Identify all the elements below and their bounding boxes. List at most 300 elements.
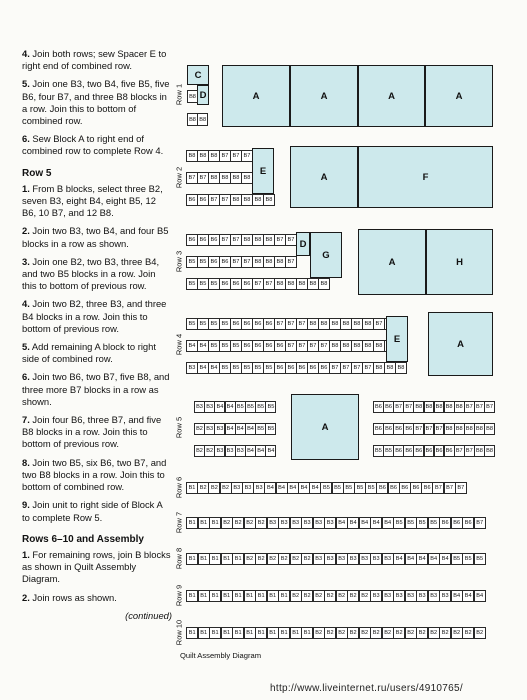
block-cell: B3 xyxy=(186,362,198,374)
block-cell: B1 xyxy=(255,627,267,639)
block-cell: B7 xyxy=(252,278,264,290)
block-cell: B6 xyxy=(383,401,394,413)
step-text: Join one B3, two B4, five B5, five B6, four B7, and three B8 blocks in a row. Join this to bottom of combined row. xyxy=(22,78,170,127)
block-cell: B4 xyxy=(255,445,266,457)
block-cell: B6 xyxy=(439,517,451,529)
block-cell: B8 xyxy=(362,318,374,330)
block-cell: B5 xyxy=(208,278,220,290)
block-cell: B8 xyxy=(484,423,495,435)
block-cell: B5 xyxy=(265,423,276,435)
step-text: Join two B6, two B7, five B8, and three more B7 blocks in a row as shown. xyxy=(22,371,170,407)
block-cell: B6 xyxy=(274,362,286,374)
block-cell: B2 xyxy=(220,482,232,494)
block-a: A xyxy=(290,146,358,208)
block-cell: B8 xyxy=(444,423,455,435)
block-cell: B1 xyxy=(198,553,210,565)
block-cell: B7 xyxy=(393,401,404,413)
block-cell: B2 xyxy=(221,517,233,529)
block-cell: B4 xyxy=(197,340,209,352)
block-cell: B5 xyxy=(197,318,209,330)
block-cell: B5 xyxy=(186,278,198,290)
block-cell: B8 xyxy=(474,423,485,435)
block-cell: B6 xyxy=(388,482,400,494)
block-cell: B8 xyxy=(241,172,253,184)
block-cell: B8 xyxy=(484,445,495,457)
block-cell: B8 xyxy=(208,150,220,162)
block-cell: B2 xyxy=(382,627,394,639)
block-cell: B2 xyxy=(301,553,313,565)
row-label: Row 10 xyxy=(174,619,184,646)
block-h: H xyxy=(426,229,493,295)
block-cell: B5 xyxy=(219,362,231,374)
block-cell: B1 xyxy=(221,627,233,639)
block-cell: B8 xyxy=(424,401,435,413)
block-cell: B3 xyxy=(253,482,265,494)
block-cell: B7 xyxy=(474,401,485,413)
block-cell: B1 xyxy=(232,627,244,639)
block-cell: B5 xyxy=(265,401,276,413)
block-cell: B2 xyxy=(451,627,463,639)
block-cell: B4 xyxy=(474,590,486,602)
block-cell: B1 xyxy=(186,517,198,529)
block-cell: B2 xyxy=(244,553,256,565)
block-cell: B5 xyxy=(383,445,394,457)
block-cell: B4 xyxy=(287,482,299,494)
step-number: 8. xyxy=(22,456,30,468)
block-cell: B2 xyxy=(462,627,474,639)
block-cell: B8 xyxy=(384,362,396,374)
block-cell: B5 xyxy=(219,318,231,330)
block-cell: B3 xyxy=(214,423,225,435)
block-cell: B7 xyxy=(230,234,242,246)
block-cell: B7 xyxy=(307,340,319,352)
block-cell: B7 xyxy=(296,340,308,352)
block-cell: B6 xyxy=(274,340,286,352)
block-a: A xyxy=(290,65,358,127)
block-cell: B5 xyxy=(320,482,332,494)
block-a: A xyxy=(291,394,359,460)
block-cell: B8 xyxy=(285,278,297,290)
step-text: Join four B6, three B7, and five B8 blocks in a row. Join this to bottom of previous row. xyxy=(22,414,162,450)
block-cell: B7 xyxy=(413,423,424,435)
block-cell: B8 xyxy=(186,150,198,162)
diagram-caption: Quilt Assembly Diagram xyxy=(180,651,262,660)
row-label: Row 2 xyxy=(174,166,184,189)
block-cell: B2 xyxy=(324,627,336,639)
block-cell: B7 xyxy=(454,445,465,457)
block-cell: B5 xyxy=(474,553,486,565)
block-cell: B3 xyxy=(290,517,302,529)
block-cell: B2 xyxy=(244,517,256,529)
block-cell: B6 xyxy=(399,482,411,494)
block-cell: B6 xyxy=(376,482,388,494)
block-cell: B1 xyxy=(267,627,279,639)
block-cell: B1 xyxy=(198,627,210,639)
block-cell: B6 xyxy=(393,445,404,457)
block-cell: B5 xyxy=(197,278,209,290)
block-cell: B1 xyxy=(244,590,256,602)
block-cell: B1 xyxy=(278,590,290,602)
block-cell: B7 xyxy=(263,278,275,290)
block-cell: B7 xyxy=(274,234,286,246)
block-cell: B5 xyxy=(428,517,440,529)
block-cell: B7 xyxy=(230,150,242,162)
block-cell: B2 xyxy=(336,590,348,602)
block-cell: B7 xyxy=(373,318,385,330)
block-cell: B6 xyxy=(208,256,220,268)
block-cell: B8 xyxy=(263,256,275,268)
spacer-block-g: G xyxy=(310,232,342,278)
block-cell: B8 xyxy=(230,172,242,184)
block-cell: B6 xyxy=(393,423,404,435)
block-cell: B3 xyxy=(347,553,359,565)
block-cell: B4 xyxy=(309,482,321,494)
block-cell: B3 xyxy=(416,590,428,602)
step-text: Join two B3, two B4, and four B5 blocks in a row as shown. xyxy=(22,225,169,249)
block-cell: B8 xyxy=(252,194,264,206)
block-cell: B4 xyxy=(265,445,276,457)
block-cell: B8 xyxy=(454,401,465,413)
block-cell: B7 xyxy=(329,362,341,374)
block-cell: B6 xyxy=(307,362,319,374)
block-cell: B5 xyxy=(354,482,366,494)
block-cell: B7 xyxy=(484,401,495,413)
block-cell: B2 xyxy=(204,445,215,457)
step-number: 2. xyxy=(22,225,30,237)
block-cell: B2 xyxy=(393,627,405,639)
step-text: Join two B5, six B6, two B7, and two B8 blocks in a row. Join this to bottom of combined row. xyxy=(22,456,167,493)
block-cell: B4 xyxy=(382,517,394,529)
block-cell: B4 xyxy=(264,482,276,494)
block-cell: B6 xyxy=(241,318,253,330)
block-cell: B7 xyxy=(285,318,297,330)
block-cell: B5 xyxy=(245,401,256,413)
rows6-10-heading: Rows 6–10 and Assembly xyxy=(22,533,144,545)
block-cell: B3 xyxy=(301,517,313,529)
block-a: A xyxy=(222,65,290,127)
block-cell: B6 xyxy=(421,482,433,494)
block-cell: B7 xyxy=(241,150,253,162)
block-cell: B4 xyxy=(276,482,288,494)
block-cell: B2 xyxy=(347,627,359,639)
block-cell: B2 xyxy=(255,553,267,565)
block-cell: B4 xyxy=(462,590,474,602)
block-cell: B5 xyxy=(451,553,463,565)
block-cell: B7 xyxy=(230,256,242,268)
block-a: A xyxy=(358,65,425,127)
block-cell: B8 xyxy=(263,194,275,206)
block-cell: B6 xyxy=(413,445,424,457)
block-cell: B2 xyxy=(197,482,209,494)
block-cell: B6 xyxy=(263,318,275,330)
block-cell: B5 xyxy=(186,318,198,330)
block-cell: B1 xyxy=(198,590,210,602)
block-cell: B8 xyxy=(413,401,424,413)
block-cell: B6 xyxy=(444,445,455,457)
block-cell: B6 xyxy=(208,234,220,246)
block-cell: B1 xyxy=(209,627,221,639)
block-cell: B4 xyxy=(393,553,405,565)
block-cell: B8 xyxy=(187,90,198,103)
block-cell: B2 xyxy=(208,482,220,494)
block-cell: B8 xyxy=(434,401,445,413)
block-cell: B4 xyxy=(245,445,256,457)
row-label: Row 6 xyxy=(174,476,184,499)
spacer-block-c: C xyxy=(187,65,209,85)
block-cell: B6 xyxy=(186,234,198,246)
block-cell: B8 xyxy=(373,362,385,374)
block-cell: B1 xyxy=(186,553,198,565)
step-number: 5. xyxy=(22,341,30,353)
block-cell: B6 xyxy=(186,194,198,206)
block-cell: B1 xyxy=(221,590,233,602)
block-cell: B5 xyxy=(255,423,266,435)
block-cell: B4 xyxy=(359,517,371,529)
step-number: 2. xyxy=(22,591,30,603)
block-cell: B5 xyxy=(208,318,220,330)
step-number: 4. xyxy=(22,298,30,310)
block-cell: B5 xyxy=(393,517,405,529)
block-cell: B3 xyxy=(242,482,254,494)
block-cell: B3 xyxy=(235,445,246,457)
block-cell: B4 xyxy=(298,482,310,494)
block-cell: B3 xyxy=(324,553,336,565)
block-cell: B4 xyxy=(245,423,256,435)
block-cell: B3 xyxy=(370,590,382,602)
block-cell: B5 xyxy=(230,340,242,352)
block-cell: B6 xyxy=(296,362,308,374)
step-number: 9. xyxy=(22,499,30,511)
spacer-block-e: E xyxy=(252,148,274,194)
block-cell: B8 xyxy=(219,172,231,184)
step-text: Join two B2, three B3, and three B4 blocks in a row. Join this to bottom of previous row. xyxy=(22,298,167,334)
block-cell: B7 xyxy=(474,517,486,529)
block-cell: B6 xyxy=(252,318,264,330)
block-cell: B7 xyxy=(285,340,297,352)
block-cell: B6 xyxy=(451,517,463,529)
step-number: 3. xyxy=(22,255,30,267)
block-cell: B6 xyxy=(252,340,264,352)
block-cell: B8 xyxy=(340,340,352,352)
block-cell: B8 xyxy=(318,278,330,290)
block-cell: B1 xyxy=(209,590,221,602)
row-label: Row 8 xyxy=(174,547,184,570)
block-cell: B7 xyxy=(432,482,444,494)
block-cell: B4 xyxy=(428,553,440,565)
block-cell: B8 xyxy=(187,113,198,126)
block-cell: B5 xyxy=(263,362,275,374)
block-cell: B8 xyxy=(464,423,475,435)
block-cell: B3 xyxy=(313,517,325,529)
block-cell: B6 xyxy=(373,423,384,435)
block-cell: B7 xyxy=(219,234,231,246)
block-cell: B3 xyxy=(393,590,405,602)
block-cell: B6 xyxy=(410,482,422,494)
block-cell: B2 xyxy=(370,627,382,639)
block-cell: B3 xyxy=(382,553,394,565)
block-cell: B2 xyxy=(474,627,486,639)
block-cell: B6 xyxy=(230,318,242,330)
block-cell: B8 xyxy=(208,172,220,184)
block-cell: B1 xyxy=(186,482,198,494)
block-cell: B2 xyxy=(290,590,302,602)
block-cell: B6 xyxy=(462,517,474,529)
block-cell: B4 xyxy=(347,517,359,529)
block-cell: B2 xyxy=(439,627,451,639)
block-cell: B4 xyxy=(225,423,236,435)
block-cell: B1 xyxy=(198,517,210,529)
block-cell: B3 xyxy=(405,590,417,602)
block-cell: B6 xyxy=(383,423,394,435)
block-cell: B2 xyxy=(278,553,290,565)
block-cell: B8 xyxy=(307,318,319,330)
block-cell: B5 xyxy=(252,362,264,374)
block-cell: B5 xyxy=(255,401,266,413)
block-cell: B3 xyxy=(231,482,243,494)
block-cell: B7 xyxy=(241,256,253,268)
block-f: F xyxy=(358,146,493,208)
step-text: Add remaining A block to right side of combined row. xyxy=(22,341,156,365)
step-text: Join one B2, two B3, three B4, and two B5 blocks in a row. Join this to bottom of previous row. xyxy=(22,255,160,292)
block-cell: B4 xyxy=(370,517,382,529)
block-cell: B6 xyxy=(219,278,231,290)
block-cell: B6 xyxy=(197,234,209,246)
block-cell: B1 xyxy=(232,553,244,565)
block-cell: B3 xyxy=(428,590,440,602)
block-cell: B4 xyxy=(225,401,236,413)
block-cell: B3 xyxy=(194,401,205,413)
block-cell: B2 xyxy=(359,590,371,602)
block-cell: B7 xyxy=(274,318,286,330)
block-cell: B6 xyxy=(424,445,435,457)
block-cell: B5 xyxy=(332,482,344,494)
block-cell: B2 xyxy=(267,553,279,565)
block-cell: B2 xyxy=(416,627,428,639)
block-cell: B5 xyxy=(208,340,220,352)
block-cell: B6 xyxy=(241,340,253,352)
block-cell: B1 xyxy=(232,590,244,602)
block-cell: B7 xyxy=(197,172,209,184)
continued-note: (continued) xyxy=(125,609,172,621)
block-cell: B3 xyxy=(278,517,290,529)
row-label: Row 3 xyxy=(174,250,184,273)
block-cell: B4 xyxy=(208,362,220,374)
block-cell: B5 xyxy=(416,517,428,529)
block-cell: B4 xyxy=(451,590,463,602)
block-cell: B5 xyxy=(365,482,377,494)
block-cell: B8 xyxy=(454,423,465,435)
block-cell: B7 xyxy=(444,482,456,494)
block-cell: B4 xyxy=(214,401,225,413)
block-cell: B1 xyxy=(267,590,279,602)
block-cell: B8 xyxy=(296,278,308,290)
block-cell: B7 xyxy=(219,150,231,162)
block-cell: B7 xyxy=(219,194,231,206)
step-number: 1. xyxy=(22,182,30,194)
block-cell: B2 xyxy=(290,553,302,565)
block-cell: B8 xyxy=(340,318,352,330)
block-cell: B6 xyxy=(241,278,253,290)
block-cell: B4 xyxy=(439,553,451,565)
row-label: Row 1 xyxy=(174,83,184,106)
block-cell: B8 xyxy=(252,234,264,246)
block-cell: B3 xyxy=(204,401,215,413)
block-cell: B6 xyxy=(219,256,231,268)
spacer-block-d: D xyxy=(197,85,209,105)
block-cell: B7 xyxy=(424,423,435,435)
block-cell: B3 xyxy=(267,517,279,529)
step-number: 4. xyxy=(22,48,30,59)
block-cell: B3 xyxy=(336,553,348,565)
block-cell: B3 xyxy=(225,445,236,457)
block-cell: B5 xyxy=(405,517,417,529)
block-a: A xyxy=(358,229,426,295)
block-cell: B8 xyxy=(197,150,209,162)
block-cell: B4 xyxy=(235,423,246,435)
block-cell: B8 xyxy=(241,194,253,206)
step-text: Sew Block A to right end of combined row to complete Row 4. xyxy=(22,133,164,157)
block-cell: B7 xyxy=(464,445,475,457)
block-cell: B1 xyxy=(186,590,198,602)
step-number: 6. xyxy=(22,371,30,383)
step-text: Join rows as shown. xyxy=(29,591,117,603)
block-cell: B5 xyxy=(462,553,474,565)
block-cell: B7 xyxy=(351,362,363,374)
step-text: Join both rows; sew Spacer E to right end of combined row. xyxy=(22,48,167,72)
block-cell: B3 xyxy=(214,445,225,457)
block-cell: B8 xyxy=(241,234,253,246)
block-cell: B6 xyxy=(263,340,275,352)
block-cell: B8 xyxy=(274,278,286,290)
block-cell: B2 xyxy=(336,627,348,639)
block-cell: B8 xyxy=(444,401,455,413)
step-text: For remaining rows, join B blocks as shown in Quilt Assembly Diagram. xyxy=(22,548,171,585)
block-cell: B2 xyxy=(359,627,371,639)
block-cell: B1 xyxy=(278,627,290,639)
block-cell: B8 xyxy=(351,340,363,352)
block-cell: B8 xyxy=(197,113,208,126)
block-cell: B7 xyxy=(434,423,445,435)
block-cell: B6 xyxy=(434,445,445,457)
block-cell: B3 xyxy=(370,553,382,565)
block-a: A xyxy=(428,312,493,376)
block-cell: B5 xyxy=(219,340,231,352)
step-number: 7. xyxy=(22,414,30,426)
block-cell: B8 xyxy=(263,234,275,246)
block-cell: B7 xyxy=(464,401,475,413)
block-cell: B4 xyxy=(336,517,348,529)
block-cell: B8 xyxy=(395,362,407,374)
row-label: Row 5 xyxy=(174,416,184,439)
block-cell: B5 xyxy=(197,256,209,268)
block-cell: B4 xyxy=(197,362,209,374)
block-cell: B2 xyxy=(428,627,440,639)
block-cell: B2 xyxy=(313,590,325,602)
block-cell: B5 xyxy=(235,401,246,413)
block-cell: B6 xyxy=(318,362,330,374)
block-cell: B1 xyxy=(255,590,267,602)
block-a: A xyxy=(425,65,493,127)
block-cell: B8 xyxy=(351,318,363,330)
block-cell: B1 xyxy=(290,627,302,639)
block-cell: B7 xyxy=(318,340,330,352)
block-cell: B2 xyxy=(194,423,205,435)
block-cell: B4 xyxy=(416,553,428,565)
row5-heading: Row 5 xyxy=(22,167,52,179)
block-cell: B4 xyxy=(186,340,198,352)
block-cell: B7 xyxy=(455,482,467,494)
block-cell: B5 xyxy=(373,445,384,457)
